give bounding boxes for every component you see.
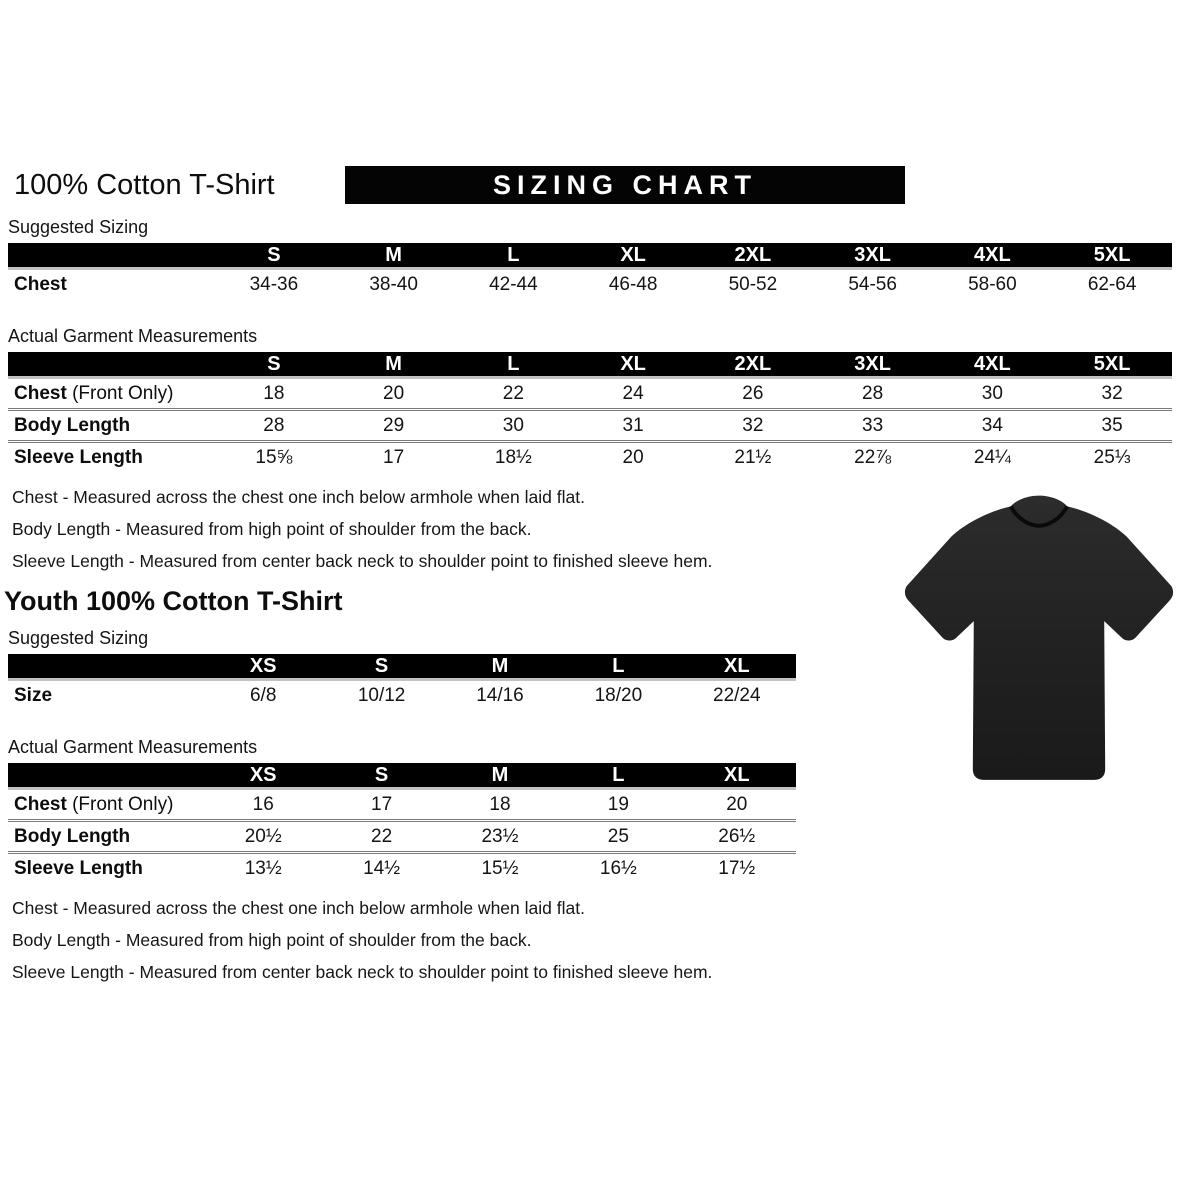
header-cell: 4XL <box>933 243 1053 269</box>
header-cell: 3XL <box>813 352 933 378</box>
value-cell: 34 <box>933 410 1053 442</box>
header-cell: M <box>441 763 559 789</box>
header-cell: M <box>441 654 559 680</box>
table-row <box>8 821 796 853</box>
value-cell: 13½ <box>204 853 322 884</box>
table-row <box>8 442 1172 473</box>
row-label-text: Body Length <box>14 414 131 436</box>
row-label <box>8 269 214 300</box>
row-label-text: Size <box>14 684 53 706</box>
value-cell: 10/12 <box>357 684 406 706</box>
header-cell: 4XL <box>933 352 1053 378</box>
value-cell: 14½ <box>322 853 440 884</box>
value-cell: 20 <box>573 442 693 473</box>
value-cell: 25 <box>559 821 677 853</box>
row-label-text: Body Length <box>14 825 131 847</box>
value-cell: 15½ <box>441 853 559 884</box>
value-cell: 24 <box>622 382 644 404</box>
header-cell: L <box>559 763 677 789</box>
header-cell: XL <box>573 352 693 378</box>
youth-suggested-table <box>8 654 796 710</box>
header-cell: L <box>559 654 677 680</box>
header-cell: S <box>214 352 334 378</box>
value-cell: 58-60 <box>968 273 1017 295</box>
value-cell: 16½ <box>559 853 677 884</box>
adult-suggested-label: Suggested Sizing <box>8 217 149 237</box>
row-label-suffix: (Front Only) <box>66 382 174 404</box>
row-label <box>8 821 204 853</box>
value-cell: 28 <box>862 382 884 404</box>
table-header-row <box>8 763 796 789</box>
row-label-text: Chest <box>14 793 67 815</box>
header-cell: S <box>322 654 440 680</box>
row-label-text: Sleeve Length <box>14 446 143 468</box>
header-cell: 5XL <box>1052 243 1172 269</box>
value-cell: 17 <box>371 793 393 815</box>
note-sleeve-length: Sleeve Length - Measured from center back neck to shoulder point to finished sleeve hem. <box>12 551 713 571</box>
value-cell: 26½ <box>678 821 796 853</box>
value-cell: 16 <box>252 793 274 815</box>
value-cell: 18 <box>263 382 285 404</box>
header-cell-empty <box>8 352 214 378</box>
value-cell: 50-52 <box>728 273 778 295</box>
header-cell: XS <box>204 763 322 789</box>
header-cell: 2XL <box>693 352 813 378</box>
table-row <box>8 789 796 821</box>
value-cell: 33 <box>813 410 933 442</box>
adult-suggested-table <box>8 243 1172 299</box>
table-row <box>8 680 796 711</box>
value-cell: 30 <box>981 382 1003 404</box>
value-cell: 42-44 <box>489 273 538 295</box>
note-chest: Chest - Measured across the chest one inch below armhole when laid flat. <box>12 487 585 507</box>
table-header-row <box>8 654 796 680</box>
row-label <box>8 410 214 442</box>
value-cell: 20½ <box>204 821 322 853</box>
value-cell: 30 <box>454 410 574 442</box>
youth-suggested-label: Suggested Sizing <box>8 628 149 648</box>
value-cell: 20 <box>383 382 405 404</box>
header-cell: L <box>454 243 574 269</box>
note-body-length: Body Length - Measured from high point of shoulder from the back. <box>12 930 532 950</box>
header-cell: 5XL <box>1052 352 1172 378</box>
youth-actual-label: Actual Garment Measurements <box>8 737 258 757</box>
value-cell: 22 <box>322 821 440 853</box>
value-cell: 6/8 <box>249 684 277 706</box>
value-cell: 38-40 <box>369 273 418 295</box>
table-row <box>8 378 1172 410</box>
row-label <box>8 853 204 884</box>
note-body-length: Body Length - Measured from high point of shoulder from the back. <box>12 519 532 539</box>
value-cell: 35 <box>1052 410 1172 442</box>
value-cell: 18 <box>489 793 511 815</box>
row-label <box>8 442 214 473</box>
row-label-text: Chest <box>14 382 67 404</box>
row-label-text: Chest <box>14 273 67 295</box>
header-cell: M <box>334 352 454 378</box>
table-row <box>8 410 1172 442</box>
row-label <box>8 789 204 821</box>
row-label-text: Sleeve Length <box>14 857 143 879</box>
tshirt-image <box>893 477 1185 814</box>
value-cell: 22/24 <box>713 684 761 706</box>
value-cell: 29 <box>334 410 454 442</box>
value-cell: 46-48 <box>608 273 658 295</box>
table-row <box>8 853 796 884</box>
adult-actual-table <box>8 352 1172 472</box>
adult-actual-label: Actual Garment Measurements <box>8 326 258 346</box>
value-cell: 26 <box>742 382 764 404</box>
value-cell: 54-56 <box>848 273 897 295</box>
row-label-suffix: (Front Only) <box>66 793 174 815</box>
header-cell: 2XL <box>693 243 813 269</box>
header-cell: 3XL <box>813 243 933 269</box>
header-cell-empty <box>8 654 204 680</box>
value-cell: 25⅓ <box>1052 442 1172 473</box>
value-cell: 18½ <box>454 442 574 473</box>
value-cell: 17½ <box>678 853 796 884</box>
table-header-row <box>8 243 1172 269</box>
header-cell: M <box>334 243 454 269</box>
header-cell: XL <box>678 654 796 680</box>
sizing-chart-banner: SIZING CHART <box>345 166 905 204</box>
value-cell: 22⅞ <box>813 442 933 473</box>
value-cell: 23½ <box>441 821 559 853</box>
value-cell: 31 <box>573 410 693 442</box>
value-cell: 21½ <box>693 442 813 473</box>
note-chest: Chest - Measured across the chest one inch below armhole when laid flat. <box>12 898 585 918</box>
value-cell: 20 <box>726 793 748 815</box>
header-cell-empty <box>8 763 204 789</box>
value-cell: 17 <box>334 442 454 473</box>
value-cell: 14/16 <box>476 684 524 706</box>
header-cell-empty <box>8 243 214 269</box>
header-cell: XS <box>204 654 322 680</box>
value-cell: 34-36 <box>249 273 299 295</box>
youth-actual-table <box>8 763 796 883</box>
header-cell: L <box>454 352 574 378</box>
header-cell: XL <box>573 243 693 269</box>
header-cell: S <box>322 763 440 789</box>
value-cell: 22 <box>502 382 524 404</box>
page-title: 100% Cotton T-Shirt <box>14 169 275 201</box>
value-cell: 62-64 <box>1087 273 1137 295</box>
value-cell: 24¼ <box>933 442 1053 473</box>
value-cell: 19 <box>607 793 629 815</box>
table-header-row <box>8 352 1172 378</box>
header-row <box>0 0 1200 204</box>
header-cell: XL <box>678 763 796 789</box>
row-label <box>8 680 204 711</box>
value-cell: 32 <box>1101 382 1123 404</box>
value-cell: 18/20 <box>594 684 643 706</box>
value-cell: 28 <box>214 410 334 442</box>
value-cell: 32 <box>693 410 813 442</box>
youth-title: Youth 100% Cotton T-Shirt <box>4 586 343 616</box>
header-cell: S <box>214 243 334 269</box>
note-sleeve-length: Sleeve Length - Measured from center back neck to shoulder point to finished sleeve hem. <box>12 962 713 982</box>
value-cell: 15⅝ <box>214 442 334 473</box>
row-label <box>8 378 214 410</box>
youth-notes <box>0 898 1200 983</box>
table-row <box>8 269 1172 300</box>
tshirt-body <box>905 496 1173 780</box>
